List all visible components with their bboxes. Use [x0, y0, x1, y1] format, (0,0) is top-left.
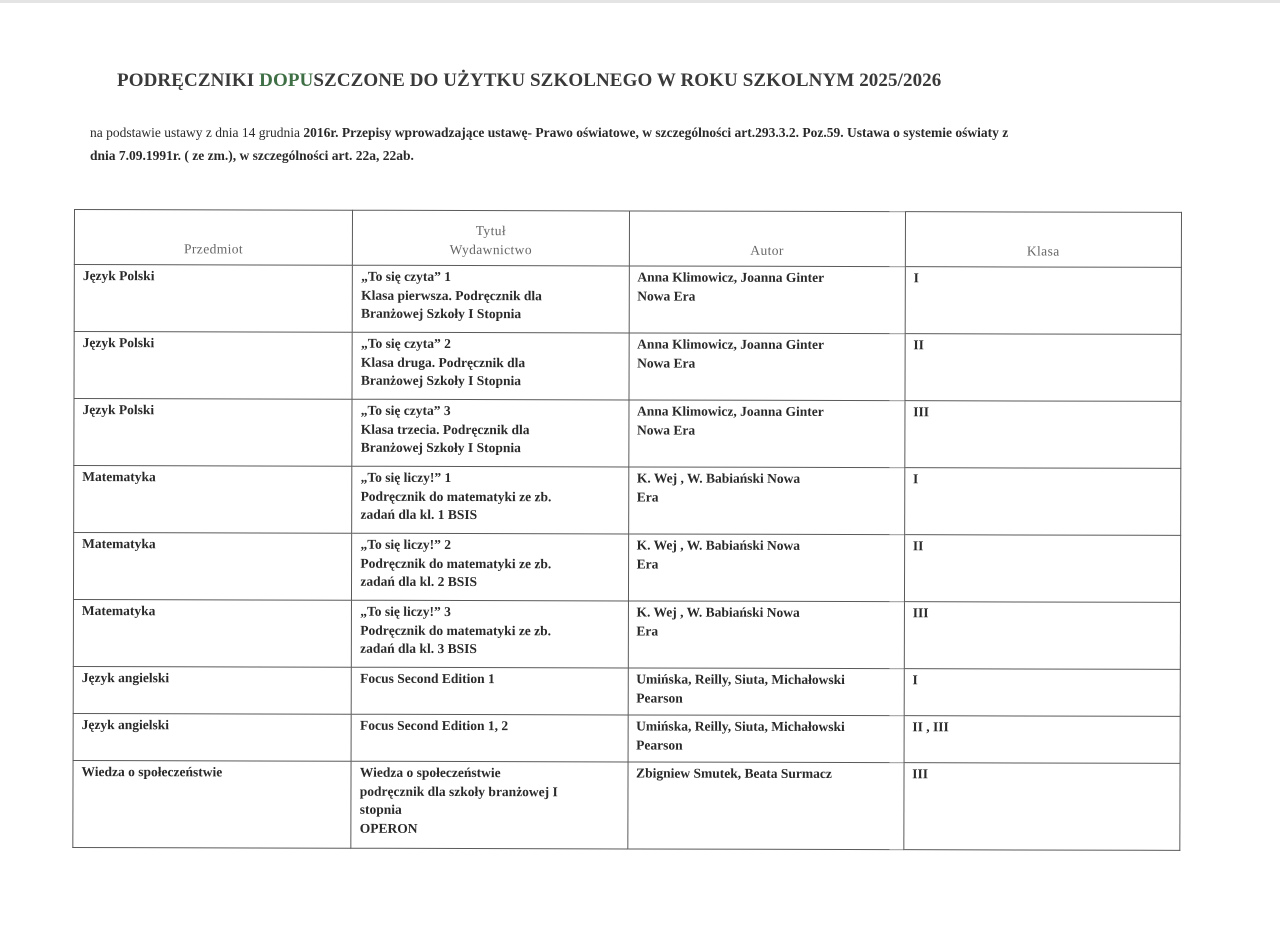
- cell-klasa: II , III: [904, 716, 1180, 764]
- author-line: Anna Klimowicz, Joanna Ginter: [637, 403, 824, 419]
- title-line: zadań dla kl. 3 BSIS: [360, 640, 477, 657]
- title-line: „To się liczy!” 3: [360, 603, 451, 619]
- cell-title: [351, 714, 627, 762]
- intro-line-1-bold: 2016r. Przepisy wprowadzające ustawę- Prawo oświatowe, w szczególności art.293.3.2. Poz.59. Ustawa o systemie oświaty z: [303, 125, 1009, 140]
- cell-subject: Język Polski: [74, 265, 353, 333]
- author-line: Anna Klimowicz, Joanna Ginter: [637, 269, 825, 285]
- title-line: „To się czyta” 2: [360, 335, 451, 351]
- author-line: Nowa Era: [637, 287, 696, 304]
- author-line: Zbigniew Smutek, Beata Surmacz: [636, 765, 832, 781]
- title-line: zadań dla kl. 2 BSIS: [360, 573, 478, 590]
- cell-subject: Matematyka: [74, 466, 353, 534]
- header-publisher: Wydawnictwo: [449, 241, 533, 257]
- page-top-edge: [0, 0, 1280, 3]
- cell-subject: Matematyka: [73, 600, 352, 668]
- cell-author: [627, 762, 903, 850]
- title-part-1: PODRĘCZNIKI: [117, 70, 260, 91]
- cell-author: [628, 400, 904, 468]
- header-title-publisher: [353, 210, 629, 266]
- author-line: K. Wej , W. Babiański Nowa: [636, 470, 801, 486]
- title-line: Branżowej Szkoły I Stopnia: [360, 439, 521, 456]
- title-line: Focus Second Edition 1, 2: [359, 717, 509, 734]
- author-line: K. Wej , W. Babiański Nowa: [636, 537, 801, 553]
- title-line: Klasa trzecia. Podręcznik dla: [360, 421, 530, 437]
- author-line: Era: [636, 555, 659, 572]
- table-row: [73, 713, 1180, 763]
- header-klasa: Klasa: [905, 212, 1181, 268]
- legal-basis-paragraph: [90, 121, 1200, 167]
- cell-subject: Język angielski: [73, 666, 351, 714]
- title-line: „To się liczy!” 1: [360, 469, 452, 485]
- table-row: [73, 600, 1180, 670]
- table-row: [73, 533, 1180, 603]
- intro-line-2-bold: dnia 7.09.1991r. ( ze zm.), w szczególności art. 22a, 22ab.: [90, 148, 414, 163]
- cell-author: [629, 333, 905, 401]
- textbooks-table: [72, 209, 1182, 851]
- cell-title: [352, 466, 628, 534]
- author-line: Pearson: [636, 736, 683, 753]
- header-subject: Przedmiot: [74, 210, 352, 266]
- intro-line-1: [90, 121, 1200, 144]
- cell-subject: Matematyka: [73, 533, 352, 601]
- cell-klasa: III: [905, 401, 1181, 469]
- cell-title: [352, 600, 628, 668]
- cell-subject: Wiedza o społeczeństwie: [73, 760, 352, 848]
- table-row: [74, 399, 1181, 469]
- cell-title: [352, 667, 628, 715]
- intro-line-1-start: na podstawie ustawy z dnia 14 grudnia: [90, 125, 304, 140]
- title-line: zadań dla kl. 1 BSIS: [360, 506, 478, 523]
- cell-subject: Język Polski: [74, 332, 353, 400]
- table-header-row: [74, 210, 1181, 268]
- author-line: Pearson: [636, 689, 683, 706]
- author-line: Nowa Era: [636, 421, 696, 438]
- cell-author: [628, 467, 904, 535]
- title-part-3: SZCZONE DO UŻYTKU SZKOLNEGO W ROKU SZKOLNYM 2025/2026: [313, 70, 942, 91]
- title-line: Podręcznik do matematyki ze zb.: [360, 488, 552, 504]
- cell-klasa: I: [904, 669, 1180, 717]
- cell-klasa: I: [905, 267, 1181, 335]
- cell-author: [629, 266, 905, 334]
- cell-subject: Język Polski: [74, 399, 353, 467]
- author-line: Era: [636, 488, 659, 505]
- author-line: Anna Klimowicz, Joanna Ginter: [637, 336, 824, 352]
- author-line: Era: [636, 622, 659, 639]
- title-line: Klasa druga. Podręcznik dla: [360, 354, 526, 370]
- document-title: [117, 70, 1177, 92]
- author-line: K. Wej , W. Babiański Nowa: [636, 604, 800, 620]
- table-row: [74, 265, 1181, 335]
- author-line: Umińska, Reilly, Siuta, Michałowski: [636, 718, 845, 735]
- table-row: [74, 466, 1181, 536]
- author-line: Umińska, Reilly, Siuta, Michałowski: [636, 671, 845, 688]
- intro-line-2: [90, 144, 1200, 167]
- cell-title: [351, 761, 627, 849]
- cell-klasa: III: [904, 763, 1180, 851]
- title-line: Podręcznik do matematyki ze zb.: [360, 555, 552, 571]
- title-line: Klasa pierwsza. Podręcznik dla: [361, 287, 542, 303]
- cell-klasa: II: [905, 334, 1181, 402]
- title-line: OPERON: [359, 820, 418, 836]
- title-line: podręcznik dla szkoły branżowej I: [359, 783, 558, 799]
- cell-title: [352, 399, 628, 467]
- title-line: „To się liczy!” 2: [360, 536, 452, 552]
- author-line: Nowa Era: [637, 354, 696, 371]
- cell-klasa: III: [904, 602, 1180, 670]
- cell-author: [628, 601, 904, 669]
- table-row: [73, 666, 1180, 716]
- cell-title: [352, 533, 628, 601]
- title-line: „To się czyta” 3: [360, 402, 451, 418]
- cell-title: [352, 332, 628, 400]
- cell-author: [628, 534, 904, 602]
- cell-title: [353, 265, 629, 333]
- title-line: Podręcznik do matematyki ze zb.: [360, 622, 552, 638]
- title-line: Branżowej Szkoły I Stopnia: [360, 372, 522, 389]
- table-row: [73, 760, 1180, 850]
- title-part-2: DOPU: [259, 70, 314, 91]
- table-row: [74, 332, 1181, 402]
- title-line: stopnia: [359, 801, 402, 817]
- title-line: Wiedza o społeczeństwie: [359, 764, 501, 781]
- header-author: Autor: [629, 211, 905, 267]
- cell-author: [628, 668, 904, 716]
- title-line: Branżowej Szkoły I Stopnia: [361, 305, 522, 322]
- cell-subject: Język angielski: [73, 713, 351, 761]
- header-title: Tytuł: [475, 223, 507, 239]
- cell-klasa: II: [904, 535, 1180, 603]
- title-line: „To się czyta” 1: [361, 268, 452, 284]
- title-line: Focus Second Edition 1: [360, 670, 495, 687]
- cell-author: [628, 715, 904, 763]
- cell-klasa: I: [904, 468, 1180, 536]
